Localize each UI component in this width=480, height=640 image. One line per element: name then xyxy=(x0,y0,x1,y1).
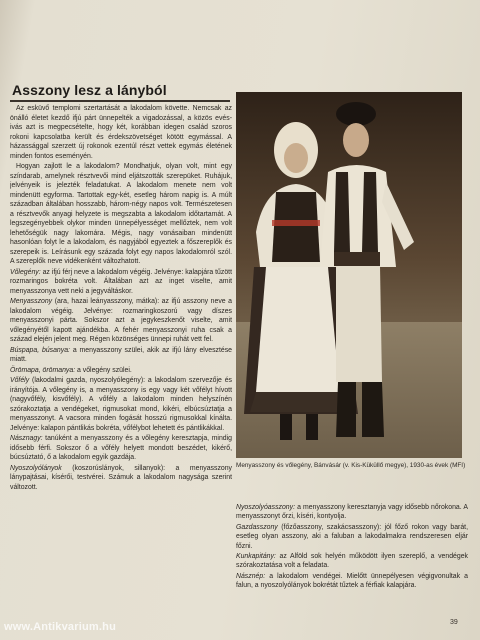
intro-paragraph: Az esküvő templomi szertartását a lakodalom követte. Nemcsak az önálló életet kezdő ifjú párt ünnepelték a vigadozással, a közös evés-ivás azt is megpecsételte, hogy két, korábban idegen család szoros rokoni kapcsolatba került és érdekszövetséget kötött egymással. A házassággal szerzett új rokonok ezentúl részt vettek egymás életének minden fontos eseményén. xyxy=(10,105,232,160)
definition-item xyxy=(10,376,232,433)
definition-text: a lakodalom vendégei. Mielőtt ünnepélyesen végigvonultak a falun, a nyoszolyólányok bokrétát tűztek a férfiak kalapjára. xyxy=(236,572,468,590)
definition-item xyxy=(10,464,232,493)
definition-text: tanúként a menyasszony és a vőlegény keresztapja, mindig idősebb férfi. Sokszor ő a vőfély helyett mondott beszédet, kikérő, búcsúztató, ő a lakodalom egyik gazdája. xyxy=(10,435,232,461)
definition-text: (lakodalmi gazda, nyoszolyólegény): a lakodalom szervezője és irányítója. A vőlegény is, a menyasszony is egy vagy két vőfélyt hívott (nagyvőfély, kisvőfély). A vőfély a lakodalom minden helyszínén szórakoztatja a vendégeket, rigmusokat mond, kikéri, elbúcsúztatja a menyasszonyt. A vacsora minden fogását hosszú rigmusokkal kínálta. Jelvénye: kalapon pántlikás bokréta, vőfélybot lehetett és pántlikákkal. xyxy=(10,377,232,432)
definition-term: Vőlegény: xyxy=(10,268,41,276)
definition-term: Nyoszolyólányok xyxy=(10,464,62,472)
definition-item xyxy=(10,346,232,365)
title-underline xyxy=(10,100,230,102)
definition-item xyxy=(236,503,468,522)
wedding-couple-photo xyxy=(236,92,462,458)
page-number: 39 xyxy=(450,619,458,626)
definition-term: Násznép: xyxy=(236,572,266,580)
definition-text: (koszorúslányok, sillanyok): a menyasszony lánypajtásai, kísérői, testvérei. Számuk a lakodalom nagysága szerint változott. xyxy=(10,464,232,491)
definition-term: Búspapa, búsanya: xyxy=(10,346,70,354)
body-paragraph: Hogyan zajlott le a lakodalom? Mondhatjuk, olyan volt, mint egy színdarab, amelynek résztvevői mind eljátszották szerepüket. Ruhájuk, jelvényeik is jelezték feladatukat. A lakodalom menete nem volt mindenütt egyforma. Tartottak egy-két, esetleg három napig is. A múlt században általában hosszabb, három-négy napos volt. Természetesen a résztvevők anyagi helyzete is megszabta a lakodalom időtartamát. A legszegényebbek olykor minden ünnepélyességet mellőztek, nem volt lehetőségük nagy lakomára. Mégis, nagy vonásaiban mindenütt hasonlóan folyt le a lakodalom, és nagyjából egyeztek a főszereplők és szerepeik is. Leírásunk egy százada folyt egy napos lakodalomról szól. A szereplők neve vidékenként változhatott. xyxy=(10,163,232,265)
definition-term: Násznagy: xyxy=(10,435,43,442)
definition-term: Vőfély xyxy=(10,377,30,384)
definition-term: Nyoszolyóasszony: xyxy=(236,504,295,511)
definition-term: Menyasszony xyxy=(10,298,53,305)
definition-item xyxy=(236,572,468,591)
definition-text: a vőlegény szülei. xyxy=(75,366,132,374)
definition-item xyxy=(10,268,232,297)
definition-item xyxy=(236,552,468,571)
definition-item xyxy=(10,434,232,463)
definition-item xyxy=(236,523,468,551)
right-text-column xyxy=(236,503,468,623)
definition-term: Gazdasszony xyxy=(236,523,278,531)
left-text-column xyxy=(10,104,232,614)
definition-term: Kunkapitány: xyxy=(236,553,276,561)
definition-item xyxy=(10,366,232,376)
definition-text: az ifjú férj neve a lakodalom végéig. Jelvénye: kalapjára tűzött rozmaringos bokréta volt. Általában azt az inget viselte, amit menyasszonya vett neki a jegyváltáskor. xyxy=(10,268,232,295)
definition-text: a menyasszony keresztanyja vagy idősebb nőrokona. A menyasszonyt őrzi, kíséri, kontyolja. xyxy=(236,504,468,521)
definition-text: (ara, hazai leányasszony, mátka): az ifjú asszony neve a lakodalom végéig. Jelvénye: rozmaringkoszorú vagy díszes menyasszonyi párta. Sokszor azt a jegykeszkenőt viselte, amit vőlegényétől kapott ajándékba. A fehér menyasszonyi ruha csak a század elején jelent meg. Régen közönséges ünnepi ruhát vett fel. xyxy=(10,298,232,343)
watermark: www.Antikvarium.hu xyxy=(4,621,116,633)
definition-text: a menyasszony szülei, akik az ifjú lány elvesztése miatt. xyxy=(10,346,232,363)
definition-text: (főzőasszony, szakácsasszony): jól főző rokon vagy barát, esetleg olyan asszony, aki a faluban a lakodalmakra rendszeresen eljár főzni. xyxy=(236,523,468,550)
photo-caption: Menyasszony és vőlegény, Bánvásár (v. Kis-Küküllő megye), 1930-as évek (MFI) xyxy=(236,462,466,469)
definition-term: Örömapa, örömanya: xyxy=(10,366,76,374)
section-title: Asszony lesz a lányból xyxy=(12,82,167,98)
definition-item xyxy=(10,297,232,345)
definition-text: az Alföld sok helyén működött ilyen szereplő, a vendégek szórakoztatása volt a feladata. xyxy=(236,553,468,570)
